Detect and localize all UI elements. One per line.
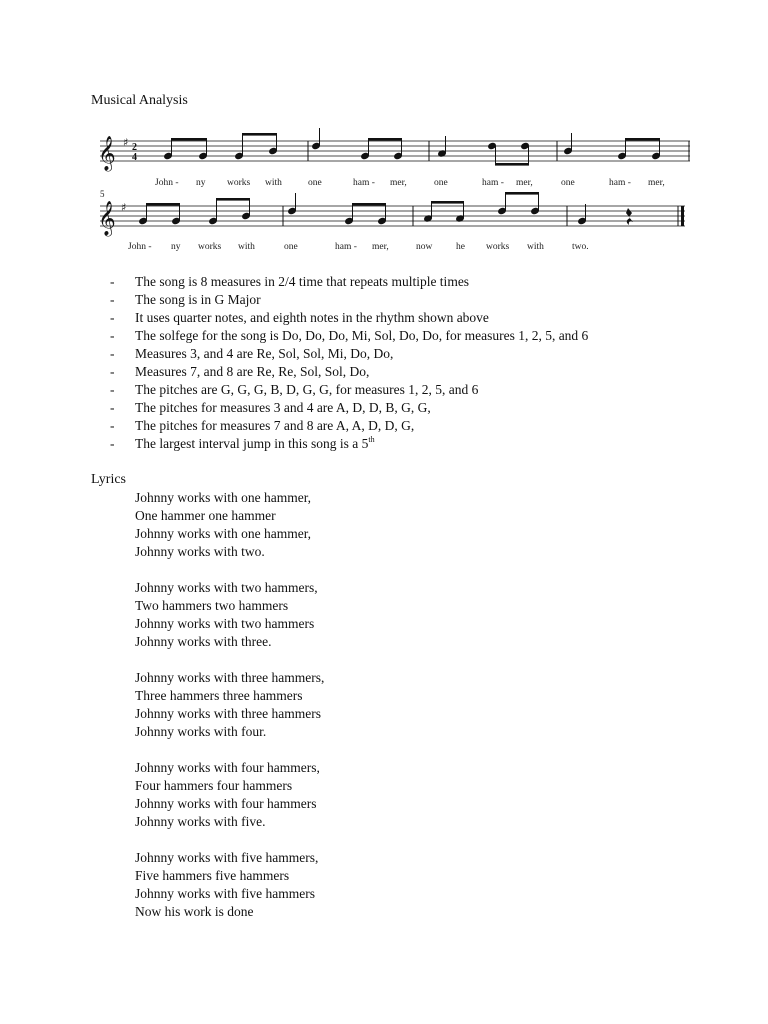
key-signature-sharp-icon: ♯	[123, 136, 129, 149]
notes-measure-6	[288, 193, 387, 225]
score-lyrics-system-2	[128, 242, 589, 252]
notes-measure-8	[578, 204, 587, 225]
key-signature-sharp-icon: ♯	[121, 201, 127, 214]
syllable: works	[227, 178, 251, 188]
syllable: works	[486, 242, 510, 252]
final-barline	[681, 206, 684, 226]
syllable: one	[284, 242, 298, 252]
lyric-line: Now his work is done	[135, 904, 254, 919]
analysis-item: - Measures 7, and 8 are Re, Re, Sol, Sol, Do,	[110, 364, 370, 379]
lyric-line: Johnny works with two.	[135, 544, 265, 559]
syllable: John -	[155, 178, 179, 188]
staff-lines	[100, 206, 685, 226]
analysis-item: - The largest interval jump in this song is a 5th	[110, 435, 375, 451]
treble-clef-icon: 𝄞	[98, 136, 116, 171]
lyric-line: Johnny works with four hammers	[135, 796, 317, 811]
lyric-line: Two hammers two hammers	[135, 598, 289, 613]
syllable: mer,	[390, 178, 407, 188]
syllable: with	[238, 242, 255, 252]
lyric-line: Johnny works with four.	[135, 724, 267, 739]
verse	[135, 489, 324, 561]
analysis-item: - The pitches for measures 7 and 8 are A, A, D, D, G,	[110, 418, 415, 433]
syllable: ny	[196, 178, 206, 188]
lyric-line: Five hammers five hammers	[135, 868, 290, 883]
syllable: one	[434, 178, 448, 188]
syllable: two.	[572, 242, 589, 252]
score-system-2	[98, 189, 685, 252]
analysis-item: - The pitches for measures 3 and 4 are A, D, D, B, G, G,	[110, 400, 431, 415]
lyrics-heading: Lyrics	[91, 472, 126, 487]
analysis-item: - It uses quarter notes, and eighth notes in the rhythm shown above	[110, 310, 489, 325]
syllable: works	[198, 242, 222, 252]
lyric-line: Johnny works with one hammer,	[135, 526, 312, 541]
music-score	[0, 0, 768, 270]
time-signature-top: 2	[132, 142, 137, 153]
lyric-line: Johnny works with three hammers,	[135, 670, 325, 685]
syllable: one	[308, 178, 322, 188]
syllable: now	[416, 242, 433, 252]
lyric-line: Johnny works with five hammers,	[135, 850, 319, 865]
quarter-rest-icon	[626, 208, 633, 225]
lyric-line: One hammer one hammer	[135, 508, 276, 523]
time-signature-bottom: 4	[132, 152, 137, 163]
lyric-line: Johnny works with three.	[135, 634, 272, 649]
measure-number: 5	[100, 189, 105, 199]
syllable: one	[561, 178, 575, 188]
syllable: ham -	[335, 242, 357, 252]
analysis-item: - The song is 8 measures in 2/4 time that repeats multiple times	[110, 274, 470, 289]
treble-clef-icon: 𝄞	[98, 201, 116, 236]
score-system-1	[98, 128, 690, 188]
lyric-line: Johnny works with two hammers,	[135, 580, 318, 595]
analysis-item: - The solfege for the song is Do, Do, Do, Mi, Sol, Do, Do, for measures 1, 2, 5, and 6	[110, 328, 589, 343]
verse	[135, 759, 324, 831]
analysis-item: - The pitches are G, G, G, B, D, G, G, for measures 1, 2, 5, and 6	[110, 382, 479, 397]
syllable: mer,	[648, 178, 665, 188]
lyric-line: Johnny works with five hammers	[135, 886, 315, 901]
syllable: he	[456, 242, 465, 252]
syllable: ny	[171, 242, 181, 252]
lyric-line: Three hammers three hammers	[135, 688, 303, 703]
syllable: mer,	[372, 242, 389, 252]
lyric-line: Johnny works with one hammer,	[135, 490, 312, 505]
syllable: with	[265, 178, 282, 188]
lyric-line: Johnny works with four hammers,	[135, 760, 320, 775]
lyric-line: Johnny works with three hammers	[135, 706, 321, 721]
notes-measure-2	[312, 128, 403, 160]
notes-measure-7	[424, 192, 540, 222]
verse	[135, 579, 324, 651]
lyrics-block	[135, 489, 324, 939]
verse	[135, 849, 324, 921]
superscript: th	[368, 435, 375, 444]
syllable: mer,	[516, 178, 533, 188]
syllable: with	[527, 242, 544, 252]
lyric-line: Johnny works with five.	[135, 814, 266, 829]
analysis-list	[110, 273, 588, 453]
analysis-item: - The song is in G Major	[110, 292, 261, 307]
syllable: ham -	[353, 178, 375, 188]
syllable: ham -	[609, 178, 631, 188]
verse	[135, 669, 324, 741]
analysis-item: - Measures 3, and 4 are Re, Sol, Sol, Mi, Do, Do,	[110, 346, 394, 361]
score-lyrics-system-1	[155, 178, 665, 188]
syllable: John -	[128, 242, 152, 252]
document-title: Musical Analysis	[91, 93, 188, 108]
lyric-line: Four hammers four hammers	[135, 778, 293, 793]
lyric-line: Johnny works with two hammers	[135, 616, 315, 631]
syllable: ham -	[482, 178, 504, 188]
